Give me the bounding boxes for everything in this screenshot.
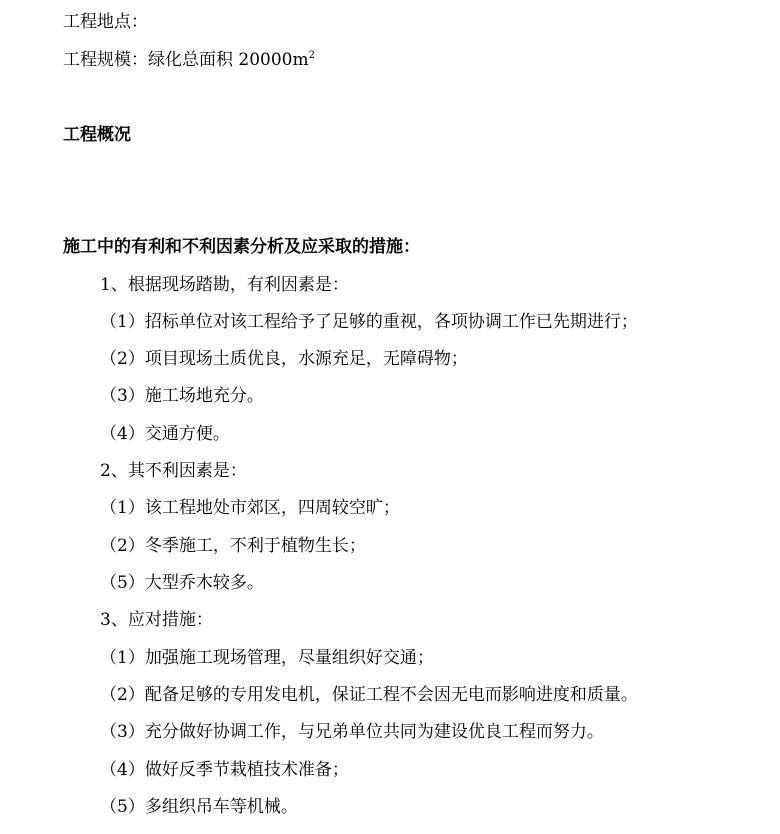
measure-item: （3）充分做好协调工作，与兄弟单位共同为建设优良工程而努力。	[100, 722, 604, 742]
area-unit-superscript: 2	[308, 50, 315, 61]
measure-item: （5）多组织吊车等机械。	[100, 797, 298, 817]
unfavorable-item: （2）冬季施工，不利于植物生长；	[100, 536, 366, 556]
measures-title: 3、应对措施：	[100, 610, 213, 630]
measure-item: （2）配备足够的专用发电机，保证工程不会因无电而影响进度和质量。	[100, 685, 638, 705]
measure-item: （1）加强施工现场管理，尽量组织好交通；	[100, 648, 434, 668]
overview-heading: 工程概况	[63, 125, 131, 145]
measure-item: （4）做好反季节栽植技术准备；	[100, 760, 349, 780]
favorable-factors-title: 1、根据现场踏勘，有利因素是：	[100, 275, 349, 295]
analysis-heading: 施工中的有利和不利因素分析及应采取的措施：	[63, 237, 420, 257]
project-scale-line	[63, 50, 315, 70]
favorable-item: （2）项目现场土质优良，水源充足，无障碍物；	[100, 349, 468, 369]
favorable-item: （3）施工场地充分。	[100, 386, 264, 406]
favorable-item: （1）招标单位对该工程给予了足够的重视，各项协调工作已先期进行；	[100, 312, 638, 332]
unfavorable-factors-title: 2、其不利因素是：	[100, 461, 247, 481]
unfavorable-item: （1）该工程地处市郊区，四周较空旷；	[100, 498, 400, 518]
unfavorable-item: （5）大型乔木较多。	[100, 573, 264, 593]
project-scale-text: 工程规模：绿化总面积 20000m	[63, 50, 309, 70]
project-location-label: 工程地点：	[63, 12, 148, 32]
favorable-item: （4）交通方便。	[100, 424, 230, 444]
